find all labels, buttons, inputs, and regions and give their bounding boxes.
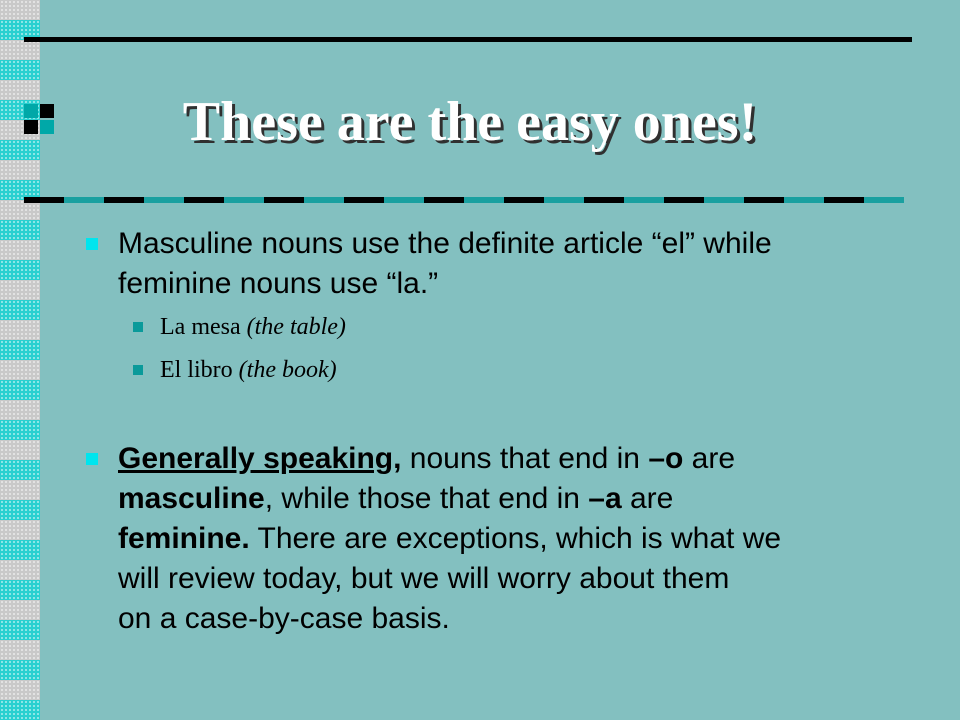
sub-bullet-2-gloss: (the book) (238, 357, 337, 383)
bullet-2-ending-o: –o (648, 442, 684, 475)
top-rule (24, 37, 912, 42)
bullet-2-line-3 (118, 519, 781, 559)
sub-bullet-1-noun: La mesa (160, 314, 247, 340)
bullet-2-text: nouns that end in (401, 442, 649, 475)
bullet-1-line-2: feminine nouns use “la.” (118, 267, 439, 300)
bullet-square-icon (86, 453, 98, 465)
bullet-2-line-2 (118, 479, 673, 519)
sub-bullet-2-noun: El libro (160, 357, 239, 383)
bullet-1-line-1: Masculine nouns use the definite article “el” while (118, 227, 772, 260)
slide-title: These are the easy ones! (182, 91, 758, 153)
sub-bullet-square-icon (133, 322, 143, 332)
bullet-2-line-4: will review today, but we will worry about them (118, 562, 730, 595)
sub-bullet-2 (160, 355, 337, 385)
checker-square-icon (24, 104, 56, 136)
bullet-2-masculine: masculine (118, 482, 265, 515)
bullet-2-text: , while those that end in (264, 482, 589, 515)
bullet-2-line-5: on a case-by-case basis. (118, 602, 450, 635)
sub-bullet-square-icon (133, 365, 143, 375)
sub-bullet-1-gloss: (the table) (246, 314, 346, 340)
bullet-2-line-1 (118, 439, 735, 479)
bullet-2-lead: Generally speaking, (118, 442, 402, 475)
sub-bullet-1 (160, 312, 346, 342)
bullet-2-ending-a: –a (588, 482, 622, 515)
bullet-2-text: are (621, 482, 674, 515)
bullet-2-feminine: feminine. (118, 522, 250, 555)
bullet-2-text: are (683, 442, 736, 475)
bullet-2-text: There are exceptions, which is what we (249, 522, 782, 555)
dashed-divider (24, 197, 904, 203)
bullet-square-icon (86, 238, 98, 250)
